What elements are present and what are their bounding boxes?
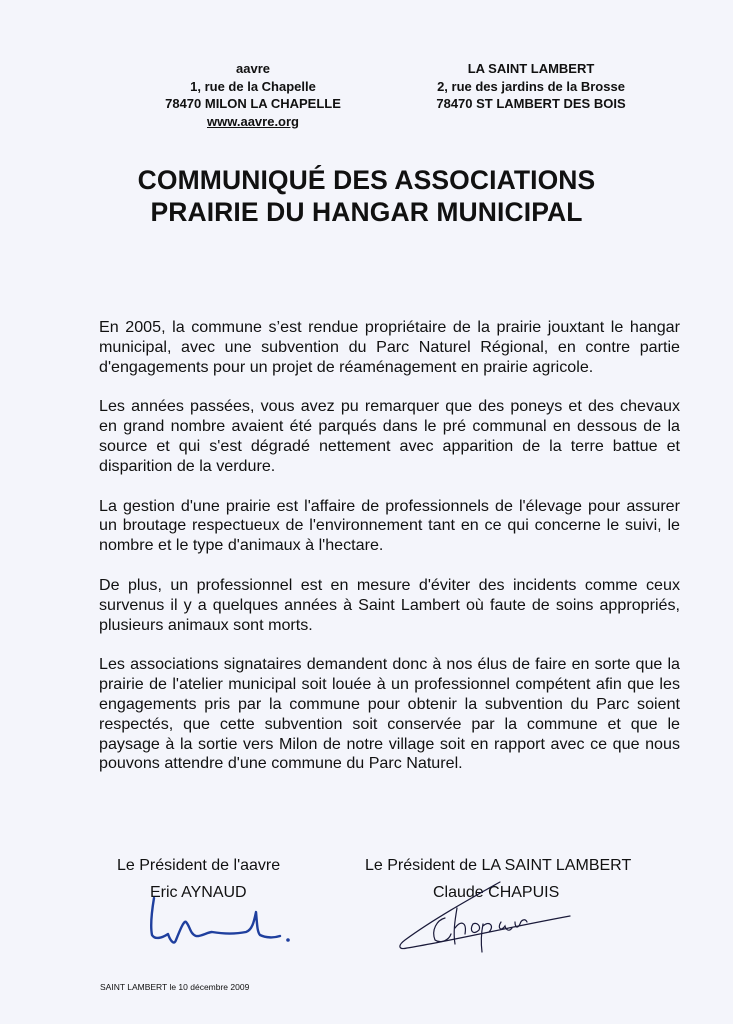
title-line-2: PRAIRIE DU HANGAR MUNICIPAL [150,197,583,227]
org-street: 1, rue de la Chapelle [190,78,316,94]
signatory-name: Eric AYNAUD [150,884,247,901]
signatory-role: Le Président de l'aavre [117,857,281,874]
paragraph: De plus, un professionnel est en mesure d'éviter des incidents comme ceux survenus il y a quelques années à Saint Lambert où faute de soins appropriés, plusieurs animaux sont morts. [99,575,680,634]
paragraph: Les années passées, vous avez pu remarquer que des poneys et des chevaux en grand nombre avaient été parqués dans le pré communal en dessous de la source et qui s'est dégradé nettement avec apparition de la terre battue et disparition de la verdure. [99,397,680,475]
handwritten-signature-aynaud [140,880,300,960]
document-title [40,164,693,228]
org-city: 78470 MILON LA CHAPELLE [165,96,341,111]
sender-address-saint-lambert [420,60,642,113]
sender-address-aavre [150,60,356,130]
org-name: LA SAINT LAMBERT [467,61,595,76]
title-line-1: COMMUNIQUÉ DES ASSOCIATIONS [137,165,596,195]
org-street: 2, rue des jardins de la Brosse [437,78,625,94]
paragraph: La gestion d'une prairie est l'affaire de professionnels de l'élevage pour assurer un broutage respectueux de l'environnement tant en ce qui concerne le suivi, le nombre et le type d'animaux à l'hectare. [99,496,680,555]
signatory-name: Claude CHAPUIS [433,884,560,901]
signatory-role: Le Président de LA SAINT LAMBERT [365,857,632,874]
communique-body [99,318,680,794]
org-website-link[interactable]: www.aavre.org [207,113,299,129]
org-city: 78470 ST LAMBERT DES BOIS [436,96,626,111]
paragraph: En 2005, la commune s’est rendue propriétaire de la prairie jouxtant le hangar municipal, avec une subvention du Parc Naturel Régional, en contre partie d'engagements pour un projet de réaménagement en prairie agricole. [99,318,680,376]
date-line: SAINT LAMBERT le 10 décembre 2009 [100,982,250,992]
handwritten-signature-chapuis [385,878,585,958]
org-name: aavre [236,61,270,76]
paragraph: Les associations signataires demandent donc à nos élus de faire en sorte que la prairie de l'atelier municipal soit louée à un professionnel compétent afin que les engagements pris par la commune pour obtenir la subvention du Parc soient respectés, que cette subvention soit conservée par la commune et que le paysage à la sortie vers Milon de notre village soit en rapport avec ce que nous pouvons attendre d'une commune du Parc Naturel. [99,655,680,773]
